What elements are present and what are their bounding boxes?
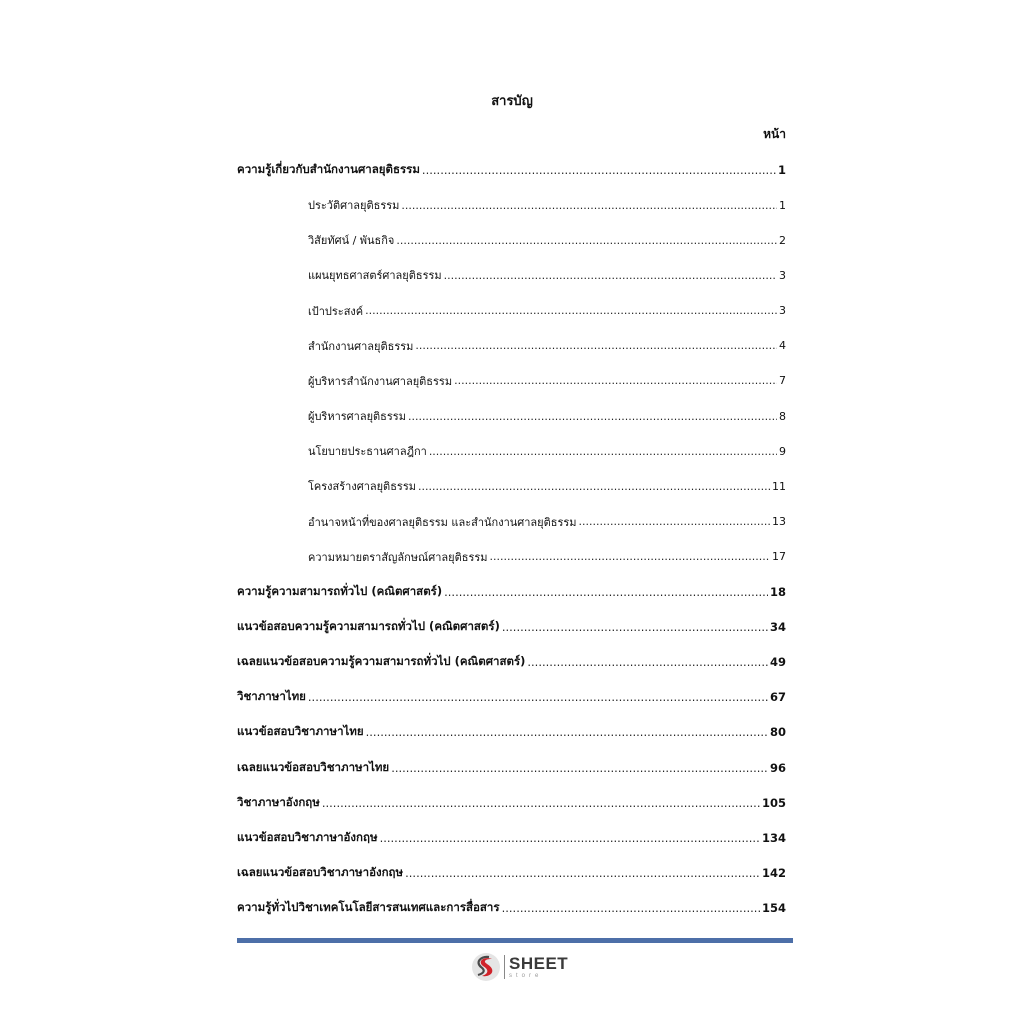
toc-entry <box>308 328 786 364</box>
toc-entry-label: ประวัติศาลยุติธรรม <box>308 199 400 213</box>
toc-entry-page: 134 <box>761 830 786 845</box>
toc-entry <box>308 539 786 575</box>
toc-entry-page: 3 <box>779 268 786 282</box>
toc-entry-page: 18 <box>769 584 786 599</box>
toc-entry-page: 1 <box>777 163 786 177</box>
toc-entry-label: ความรู้ความสามารถทั่วไป (คณิตศาสตร์) <box>237 583 443 598</box>
toc-dot-leader <box>380 831 760 845</box>
footer-logo <box>470 950 568 984</box>
toc-entry <box>237 574 786 610</box>
toc-dot-leader <box>429 445 777 458</box>
logo-divider <box>504 955 505 979</box>
toc-entry-label: สำนักงานศาลยุติธรรม <box>308 339 414 353</box>
toc-entry-label: แผนยุทธศาสตร์ศาลยุติธรรม <box>308 269 442 283</box>
toc-entry-label: แนวข้อสอบวิชาภาษาไทย <box>237 724 364 739</box>
toc-dot-leader <box>502 620 768 634</box>
toc-entry-page: 105 <box>761 795 786 810</box>
toc-entry <box>237 890 786 926</box>
toc-dot-leader <box>405 866 760 880</box>
toc-entry <box>308 433 786 469</box>
toc-entry-label: วิสัยทัศน์ / พันธกิจ <box>308 234 395 248</box>
toc-entry <box>237 679 786 715</box>
toc-entry <box>308 468 786 504</box>
toc-entry <box>237 714 786 750</box>
toc-title: สารบัญ <box>491 94 533 109</box>
toc-entry <box>237 820 786 856</box>
toc-entry <box>237 785 786 821</box>
toc-dot-leader <box>444 585 768 599</box>
toc-dot-leader <box>401 199 777 212</box>
toc-dot-leader <box>408 410 777 423</box>
toc-dot-leader <box>454 374 777 387</box>
toc-entry-label: ผู้บริหารศาลยุติธรรม <box>308 410 406 424</box>
toc-entry <box>308 187 786 223</box>
toc-entry-label: นโยบายประธานศาลฎีกา <box>308 445 427 459</box>
toc-dot-leader <box>527 655 768 669</box>
toc-entry-label: วิชาภาษาไทย <box>237 689 306 704</box>
toc-dot-leader <box>502 901 760 915</box>
logo-word: SHEET <box>509 954 569 973</box>
toc-entry-label: เฉลยแนวข้อสอบวิชาภาษาอังกฤษ <box>237 865 404 879</box>
toc-dot-leader <box>308 690 768 704</box>
toc-entry-page: 80 <box>769 725 786 740</box>
toc-entry-label: ความรู้เกี่ยวกับสำนักงานศาลยุติธรรม <box>237 162 420 176</box>
toc-entry <box>308 398 786 434</box>
toc-entry-page: 142 <box>761 866 786 880</box>
toc-entry <box>308 363 786 399</box>
toc-entry-label: อำนาจหน้าที่ของศาลยุติธรรม และสำนักงานศาลยุติธรรม <box>308 515 577 529</box>
toc-entry-label: วิชาภาษาอังกฤษ <box>237 794 320 809</box>
toc-dot-leader <box>366 725 768 739</box>
toc-dot-leader <box>415 339 777 352</box>
page-column-header: หน้า <box>763 127 786 141</box>
toc-entry <box>237 152 786 188</box>
toc-dot-leader <box>422 163 776 177</box>
toc-entry-page: 49 <box>769 655 786 670</box>
toc-dot-leader <box>396 234 777 247</box>
toc-entry-page: 4 <box>779 339 786 353</box>
toc-dot-leader <box>365 304 777 317</box>
toc-entry-label: โครงสร้างศาลยุติธรรม <box>308 480 416 494</box>
toc-entry-page: 1 <box>779 198 786 212</box>
toc-entry-label: ความหมายตราสัญลักษณ์ศาลยุติธรรม <box>308 550 488 564</box>
toc-entry <box>308 222 786 258</box>
toc-entry-label: เป้าประสงค์ <box>308 304 364 318</box>
toc-entry-label: แนวข้อสอบวิชาภาษาอังกฤษ <box>237 829 378 844</box>
toc-dot-leader <box>490 550 770 563</box>
toc-dot-leader <box>391 761 768 775</box>
toc-entry-page: 67 <box>769 690 786 705</box>
logo-subword: store <box>509 973 543 979</box>
toc-entry <box>308 293 786 329</box>
toc-entry-page: 7 <box>779 374 786 388</box>
toc-entry <box>308 257 786 293</box>
toc-entry-page: 17 <box>772 550 786 564</box>
toc-entry-label: เฉลยแนวข้อสอบความรู้ความสามารถทั่วไป (คณิตศาสตร์) <box>237 654 526 669</box>
toc-entry <box>237 609 786 645</box>
toc-entry <box>237 644 786 680</box>
toc-entry <box>308 504 786 540</box>
toc-entry-page: 11 <box>772 479 786 493</box>
toc-entry-page: 154 <box>761 901 786 916</box>
toc-entry-label: ความรู้ทั่วไปวิชาเทคโนโลยีสารสนเทศและการสื่อสาร <box>237 900 500 915</box>
toc-entry-label: ผู้บริหารสำนักงานศาลยุติธรรม <box>308 374 453 388</box>
toc-entry-page: 96 <box>769 760 786 775</box>
toc-entry-page: 3 <box>779 304 786 318</box>
toc-entry-page: 9 <box>779 444 786 458</box>
toc-dot-leader <box>322 796 760 810</box>
toc-entry-page: 2 <box>779 233 786 247</box>
toc-entry-page: 34 <box>769 619 786 634</box>
toc-entry-page: 13 <box>772 515 786 528</box>
toc-dot-leader <box>579 515 770 528</box>
footer-rule <box>237 938 793 943</box>
toc-entry <box>237 750 786 786</box>
logo-text <box>509 955 568 979</box>
toc-entry <box>237 855 786 891</box>
toc-entry-page: 8 <box>779 409 786 423</box>
toc-dot-leader <box>444 269 777 282</box>
toc-dot-leader <box>418 480 770 493</box>
toc-entry-label: แนวข้อสอบความรู้ความสามารถทั่วไป (คณิตศาสตร์) <box>237 618 500 633</box>
toc-entry-label: เฉลยแนวข้อสอบวิชาภาษาไทย <box>237 759 390 774</box>
sheet-store-logo-icon <box>470 951 502 983</box>
